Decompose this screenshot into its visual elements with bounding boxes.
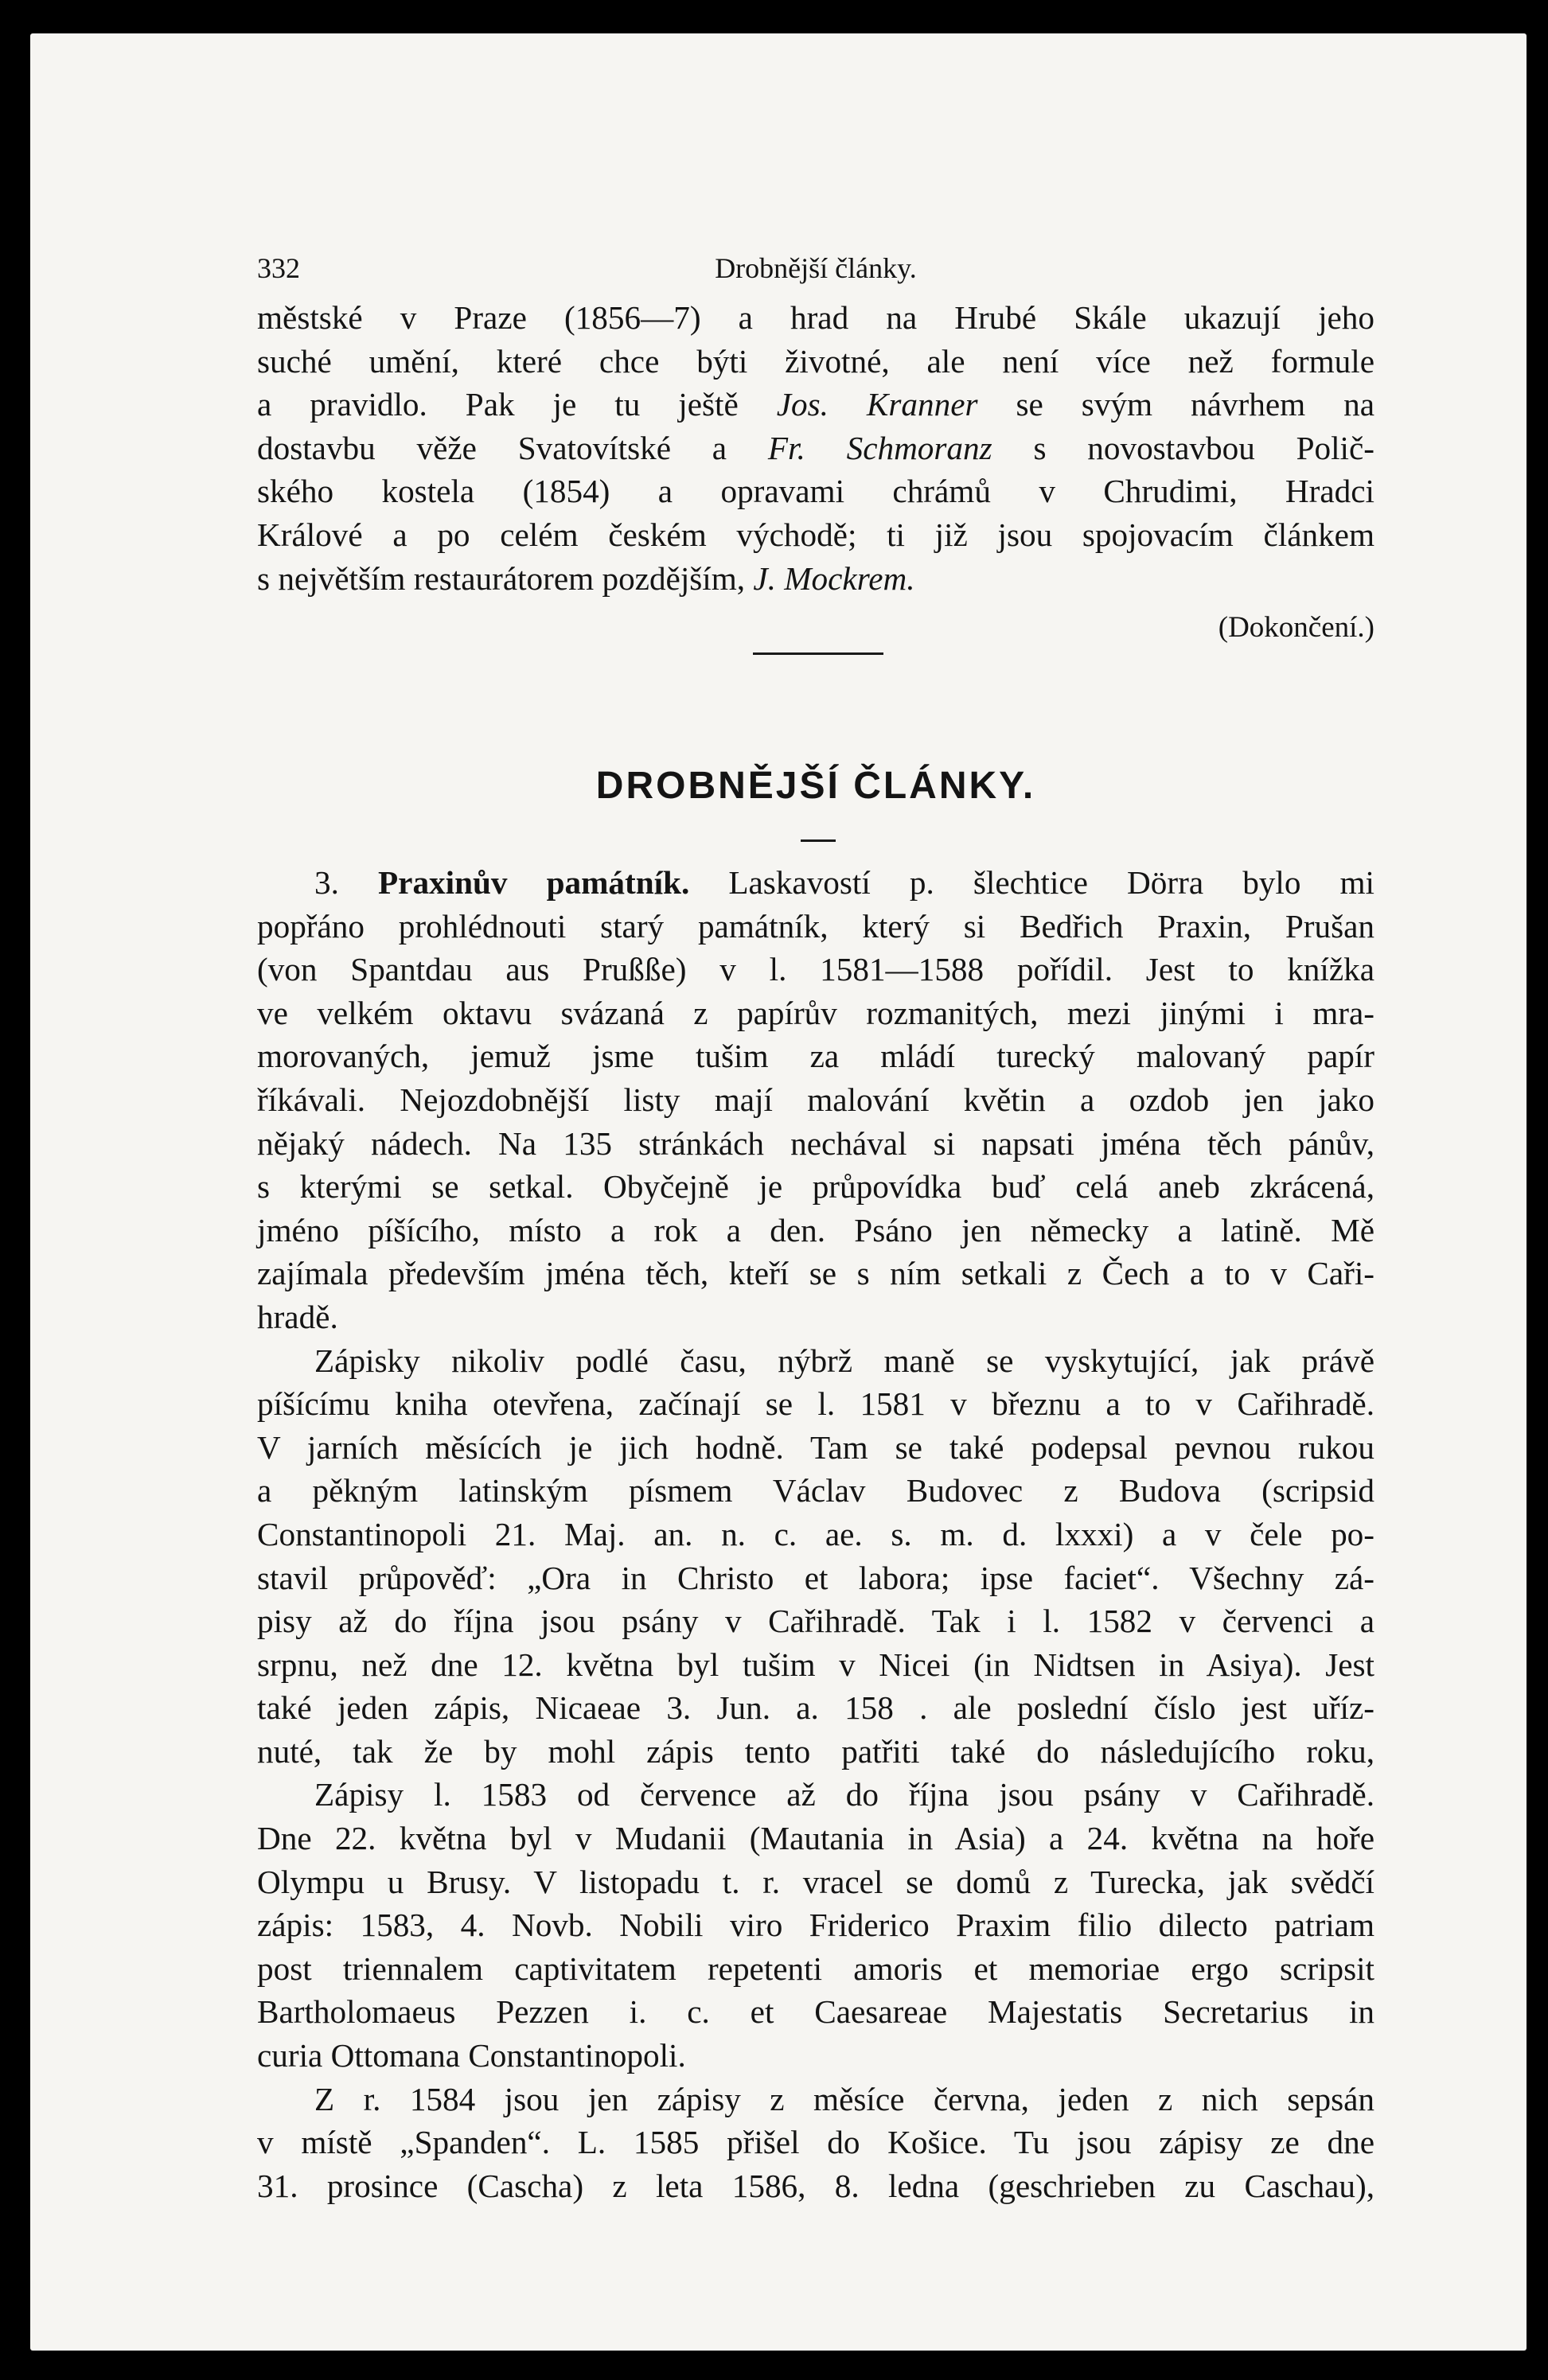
text-line: píšícímu kniha otevřena, začínají se l. 1581 v březnu a to v Cařihradě. <box>257 1385 1374 1423</box>
text-line: Zápisky nikoliv podlé času, nýbrž maně se vyskytující, jak právě <box>314 1342 1374 1379</box>
text-line: V jarních měsících je jich hodně. Tam se také podepsal pevnou rukou <box>257 1428 1374 1466</box>
text-line: Zápisy l. 1583 od července až do října jsou psány v Cařihradě. <box>314 1776 1374 1813</box>
section-title: DROBNĚJŠÍ ČLÁNKY. <box>595 765 1036 807</box>
text-line: popřáno prohlédnouti starý památník, který si Bedřich Praxin, Prušan <box>257 907 1374 945</box>
text-line: říkávali. Nejozdobnější listy mají malování květin a ozdob jen jako <box>257 1081 1374 1118</box>
text-line: Olympu u Brusy. V listopadu t. r. vracel se domů z Turecka, jak svědčí <box>257 1863 1374 1900</box>
text-line: suché umění, které chce býti životné, ale není více než formule <box>257 342 1374 380</box>
article-body <box>257 861 1374 2207</box>
running-title: Drobnější články. <box>715 252 917 284</box>
text-line: městské v Praze (1856—7) a hrad na Hrubé Skále ukazují jeho <box>257 299 1374 336</box>
text-line: jméno píšícího, místo a rok a den. Psáno jen německy a latině. Mě <box>257 1211 1374 1248</box>
text-line: post triennalem captivitatem repetenti amoris et memoriae ergo scripsit <box>257 1950 1374 1987</box>
text-line: (von Spantdau aus Prußße) v l. 1581—1588 pořídil. Jest to knížka <box>257 951 1374 988</box>
text-line: Dne 22. května byl v Mudanii (Mautania in Asia) a 24. května na hoře <box>257 1820 1374 1857</box>
text-line: zajímala především jména těch, kteří se s ním setkali z Čech a to v Caři- <box>257 1255 1374 1292</box>
author-name: J. Mockrem. <box>753 559 915 597</box>
text-line: 3. Praxinův památník. Laskavostí p. šlechtice Dörra bylo mi <box>314 864 1375 901</box>
text-line: srpnu, než dne 12. května byl tušim v Nicei (in Nidtsen in Asiya). Jest <box>257 1646 1374 1683</box>
title-underline <box>801 839 836 842</box>
page-header <box>257 220 1374 283</box>
text-line: pisy až do října jsou psány v Cařihradě. Tak i l. 1582 v červenci a <box>257 1603 1374 1640</box>
text-line: v místě „Spanden“. L. 1585 přišel do Košice. Tu jsou zápisy ze dne <box>257 2124 1374 2161</box>
text-line: nějaký nádech. Na 135 stránkách nechával si napsati jména těch pánův, <box>257 1124 1374 1162</box>
section-divider <box>753 652 883 655</box>
page-number: 332 <box>257 252 300 284</box>
text-line: a pravidlo. Pak je tu ještě Jos. Kranner se svým návrhem na <box>257 386 1374 423</box>
author-name: Fr. Schmoranz <box>767 429 992 466</box>
text-line: hradě. <box>257 1298 338 1335</box>
text-line: 31. prosince (Cascha) z leta 1586, 8. ledna (geschrieben zu Caschau), <box>257 2167 1374 2204</box>
text-line: Bartholomaeus Pezzen i. c. et Caesareae Majestatis Secretarius in <box>257 1993 1374 2031</box>
text-line: stavil průpověď: „Ora in Christo et labora; ipse faciet“. Všechny zá- <box>257 1559 1374 1596</box>
text-line: curia Ottomana Constantinopoli. <box>257 2037 686 2074</box>
scanned-page <box>30 33 1527 2351</box>
text-line: také jeden zápis, Nicaeae 3. Jun. a. 158 . ale poslední číslo jest uříz- <box>257 1689 1374 1727</box>
text-line: nuté, tak že by mohl zápis tento patřiti také do následujícího roku, <box>257 1732 1374 1770</box>
text-line: Z r. 1584 jsou jen zápisy z měsíce června, jeden z nich sepsán <box>314 2080 1374 2117</box>
text-line: dostavbu věže Svatovítské a Fr. Schmoranz s novostavbou Polič- <box>257 429 1374 466</box>
to-be-continued-note: (Dokončení.) <box>1218 611 1374 645</box>
text-line: Constantinopoli 21. Maj. an. n. c. ae. s. m. d. lxxxi) a v čele po- <box>257 1515 1374 1552</box>
text-line: ského kostela (1854) a opravami chrámů v Chrudimi, Hradci <box>257 473 1374 510</box>
text-line: ve velkém oktavu svázaná z papírův rozmanitých, mezi jinými i mra- <box>257 994 1374 1031</box>
text-line: s kterými se setkal. Obyčejně je průpovídka buď celá aneb zkrácená, <box>257 1168 1374 1206</box>
author-name: Jos. Kranner <box>776 386 978 423</box>
text-line: zápis: 1583, 4. Novb. Nobili viro Friderico Praxim filio dilecto patriam <box>257 1907 1374 1944</box>
article-heading: Praxinův památník. <box>378 864 690 901</box>
text-line: Králové a po celém českém východě; ti již jsou spojovacím článkem <box>257 516 1374 553</box>
intro-paragraph <box>257 296 1374 650</box>
text-line: s největším restaurátorem pozdějším, J. Mockrem. <box>257 559 915 597</box>
text-line: a pěkným latinským písmem Václav Budovec z Budova (scripsid <box>257 1472 1374 1509</box>
text-line: morovaných, jemuž jsme tušim za mládí turecký malovaný papír <box>257 1038 1374 1075</box>
